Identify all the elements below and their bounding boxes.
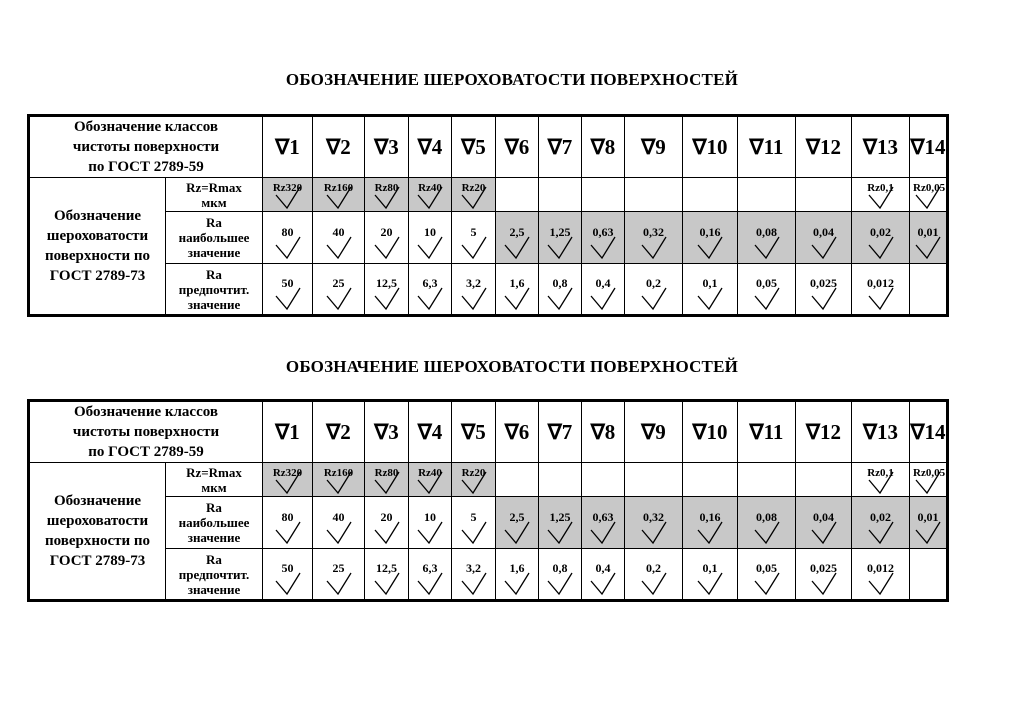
value-cell bbox=[409, 497, 452, 549]
value-cell bbox=[452, 463, 496, 497]
value-cell bbox=[796, 212, 852, 264]
value-cell bbox=[313, 178, 365, 212]
value-cell bbox=[452, 178, 496, 212]
roughness-value: 0,025 bbox=[810, 276, 837, 290]
roughness-value: 5 bbox=[470, 509, 477, 524]
value-cell bbox=[910, 212, 948, 264]
roughness-grid bbox=[27, 114, 949, 317]
roughness-mark-icon bbox=[545, 223, 575, 253]
value-cell bbox=[452, 212, 496, 264]
roughness-mark-icon bbox=[372, 559, 402, 589]
value-cell bbox=[409, 264, 452, 316]
roughness-value: 1,6 bbox=[509, 276, 525, 290]
row-label-line: Ra bbox=[206, 551, 222, 567]
roughness-value: 2,5 bbox=[509, 224, 525, 239]
value-cell bbox=[409, 549, 452, 601]
class-cell: ∇14 bbox=[910, 401, 948, 463]
roughness-value: 80 bbox=[281, 224, 294, 239]
value-cell bbox=[582, 497, 625, 549]
roughness-mark-icon bbox=[273, 508, 303, 538]
roughness-mark-icon bbox=[372, 508, 402, 538]
value-cell bbox=[796, 497, 852, 549]
value-cell bbox=[582, 463, 625, 497]
roughness-value: 25 bbox=[332, 276, 345, 290]
roughness-mark-icon bbox=[273, 559, 303, 589]
roughness-mark-icon bbox=[545, 274, 575, 304]
row-label-line: мкм bbox=[201, 194, 227, 210]
roughness-mark-icon bbox=[372, 466, 402, 496]
value-cell bbox=[496, 212, 539, 264]
roughness-mark-icon bbox=[866, 223, 896, 253]
value-cell bbox=[539, 264, 582, 316]
value-cell bbox=[625, 549, 683, 601]
row-label-line: предпочтит. bbox=[178, 566, 250, 582]
roughness-mark-icon bbox=[459, 181, 489, 211]
value-cell bbox=[738, 264, 796, 316]
roughness-value: Rz0,05 bbox=[913, 182, 946, 194]
roughness-mark-icon bbox=[415, 508, 445, 538]
class-cell: ∇6 bbox=[496, 116, 539, 178]
roughness-mark-icon bbox=[866, 466, 896, 496]
value-cell bbox=[365, 463, 409, 497]
roughness-value: 40 bbox=[332, 224, 345, 239]
group-label-line: шероховатости bbox=[46, 228, 149, 244]
class-cell: ∇11 bbox=[738, 116, 796, 178]
roughness-mark-icon bbox=[372, 181, 402, 211]
roughness-mark-icon bbox=[273, 181, 303, 211]
value-cell bbox=[852, 549, 910, 601]
row-label-line: Rz=Rmax bbox=[186, 179, 242, 195]
roughness-mark-icon bbox=[588, 223, 618, 253]
roughness-mark-icon bbox=[502, 508, 532, 538]
roughness-value: Rz160 bbox=[323, 182, 354, 194]
roughness-mark-icon bbox=[415, 559, 445, 589]
value-cell bbox=[796, 264, 852, 316]
group-label-line: ГОСТ 2789-73 bbox=[49, 553, 146, 569]
roughness-grid bbox=[27, 399, 949, 602]
value-cell bbox=[365, 264, 409, 316]
value-cell bbox=[313, 497, 365, 549]
value-cell bbox=[496, 463, 539, 497]
class-cell: ∇13 bbox=[852, 116, 910, 178]
classes-header-label bbox=[29, 401, 263, 463]
header-label-line: Обозначение классов bbox=[74, 119, 218, 135]
value-cell bbox=[910, 264, 948, 316]
roughness-table-1 bbox=[27, 114, 949, 317]
roughness-value: 40 bbox=[332, 509, 345, 524]
value-cell bbox=[582, 549, 625, 601]
roughness-value: 0,32 bbox=[643, 509, 664, 524]
value-cell bbox=[683, 178, 738, 212]
group-label-line: Обозначение bbox=[53, 208, 142, 224]
value-cell bbox=[313, 212, 365, 264]
roughness-mark-icon bbox=[459, 559, 489, 589]
class-cell: ∇4 bbox=[409, 116, 452, 178]
roughness-value: 1,25 bbox=[549, 224, 571, 239]
group-label-line: Обозначение bbox=[53, 493, 142, 509]
value-cell bbox=[409, 212, 452, 264]
value-cell bbox=[852, 212, 910, 264]
roughness-mark-icon bbox=[752, 559, 782, 589]
roughness-mark-icon bbox=[324, 274, 354, 304]
value-cell bbox=[539, 549, 582, 601]
value-cell bbox=[452, 549, 496, 601]
roughness-value: 25 bbox=[332, 561, 345, 575]
value-cell bbox=[910, 463, 948, 497]
class-cell: ∇12 bbox=[796, 401, 852, 463]
roughness-value: 0,63 bbox=[592, 224, 614, 239]
roughness-value: 6,3 bbox=[422, 561, 438, 575]
roughness-mark-icon bbox=[502, 274, 532, 304]
value-cell bbox=[409, 463, 452, 497]
roughness-mark-icon bbox=[752, 508, 782, 538]
roughness-value: 0,1 bbox=[702, 276, 718, 290]
value-cell bbox=[683, 463, 738, 497]
class-cell: ∇1 bbox=[263, 116, 313, 178]
value-cell bbox=[910, 549, 948, 601]
value-cell bbox=[683, 549, 738, 601]
gost-group-label bbox=[29, 463, 166, 601]
roughness-value: 0,8 bbox=[552, 276, 568, 290]
roughness-mark-icon bbox=[372, 223, 402, 253]
value-cell bbox=[365, 549, 409, 601]
row-label-line: Ra bbox=[206, 215, 222, 230]
roughness-mark-icon bbox=[324, 223, 354, 253]
row-label-line: значение bbox=[187, 296, 241, 312]
roughness-value: 12,5 bbox=[376, 276, 397, 290]
roughness-value: Rz320 bbox=[272, 182, 303, 194]
value-cell bbox=[625, 497, 683, 549]
roughness-value: 0,04 bbox=[813, 224, 834, 239]
value-cell bbox=[452, 264, 496, 316]
class-cell: ∇7 bbox=[539, 116, 582, 178]
value-cell bbox=[365, 178, 409, 212]
value-cell bbox=[409, 178, 452, 212]
value-cell bbox=[852, 463, 910, 497]
class-cell: ∇1 bbox=[263, 401, 313, 463]
roughness-mark-icon bbox=[639, 508, 669, 538]
roughness-mark-icon bbox=[913, 223, 943, 253]
value-cell bbox=[539, 463, 582, 497]
roughness-value: 20 bbox=[380, 509, 393, 524]
roughness-value: 0,8 bbox=[552, 561, 568, 575]
roughness-mark-icon bbox=[695, 559, 725, 589]
value-cell bbox=[263, 497, 313, 549]
roughness-value: 20 bbox=[380, 224, 393, 239]
roughness-mark-icon bbox=[324, 181, 354, 211]
class-cell: ∇4 bbox=[409, 401, 452, 463]
header-label-line: по ГОСТ 2789-59 bbox=[88, 159, 204, 175]
roughness-value: 50 bbox=[281, 276, 294, 290]
value-cell bbox=[313, 549, 365, 601]
roughness-value: 0,2 bbox=[646, 276, 661, 290]
value-cell bbox=[738, 549, 796, 601]
value-cell bbox=[738, 463, 796, 497]
roughness-mark-icon bbox=[415, 466, 445, 496]
roughness-value: 0,02 bbox=[870, 509, 891, 524]
roughness-mark-icon bbox=[502, 559, 532, 589]
roughness-value: 0,4 bbox=[595, 561, 611, 575]
roughness-mark-icon bbox=[695, 508, 725, 538]
roughness-value: 0,63 bbox=[592, 509, 614, 524]
row-label-line: Ra bbox=[206, 500, 222, 515]
value-cell bbox=[263, 549, 313, 601]
header-label-line: чистоты поверхности bbox=[72, 424, 220, 440]
roughness-value: 1,25 bbox=[549, 509, 571, 524]
roughness-mark-icon bbox=[695, 274, 725, 304]
row-label-ra_pref bbox=[166, 549, 263, 601]
roughness-mark-icon bbox=[502, 223, 532, 253]
roughness-mark-icon bbox=[459, 466, 489, 496]
roughness-mark-icon bbox=[639, 559, 669, 589]
value-cell bbox=[496, 264, 539, 316]
value-cell bbox=[852, 497, 910, 549]
roughness-mark-icon bbox=[372, 274, 402, 304]
roughness-value: Rz20 bbox=[461, 467, 486, 479]
value-cell bbox=[313, 463, 365, 497]
roughness-value: 12,5 bbox=[376, 561, 397, 575]
roughness-table-2 bbox=[27, 399, 949, 602]
roughness-mark-icon bbox=[695, 223, 725, 253]
roughness-value: 0,02 bbox=[870, 224, 891, 239]
row-label-rz bbox=[166, 178, 263, 212]
roughness-mark-icon bbox=[588, 508, 618, 538]
row-label-line: наибольшее bbox=[178, 230, 250, 245]
roughness-value: 0,16 bbox=[699, 509, 721, 524]
header-label-line: по ГОСТ 2789-59 bbox=[88, 444, 204, 460]
roughness-mark-icon bbox=[752, 274, 782, 304]
value-cell bbox=[683, 497, 738, 549]
roughness-mark-icon bbox=[639, 274, 669, 304]
class-cell: ∇6 bbox=[496, 401, 539, 463]
value-cell bbox=[313, 264, 365, 316]
value-cell bbox=[796, 178, 852, 212]
roughness-mark-icon bbox=[415, 223, 445, 253]
class-cell: ∇9 bbox=[625, 116, 683, 178]
class-cell: ∇5 bbox=[452, 116, 496, 178]
value-cell bbox=[852, 264, 910, 316]
roughness-value: 3,2 bbox=[466, 561, 481, 575]
roughness-mark-icon bbox=[415, 274, 445, 304]
classes-header-label bbox=[29, 116, 263, 178]
roughness-mark-icon bbox=[913, 466, 946, 496]
roughness-value: 3,2 bbox=[466, 276, 481, 290]
row-label-ra_pref bbox=[166, 264, 263, 316]
roughness-mark-icon bbox=[913, 181, 946, 211]
row-label-line: значение bbox=[187, 530, 241, 545]
roughness-mark-icon bbox=[639, 223, 669, 253]
roughness-mark-icon bbox=[324, 466, 354, 496]
row-label-line: предпочтит. bbox=[178, 281, 250, 297]
roughness-value: 10 bbox=[424, 509, 436, 524]
value-cell bbox=[910, 178, 948, 212]
row-label-line: Rz=Rmax bbox=[186, 464, 242, 480]
group-label-line: ГОСТ 2789-73 bbox=[49, 268, 146, 284]
class-cell: ∇13 bbox=[852, 401, 910, 463]
roughness-value: 0,2 bbox=[646, 561, 661, 575]
roughness-mark-icon bbox=[866, 508, 896, 538]
class-cell: ∇2 bbox=[313, 116, 365, 178]
roughness-mark-icon bbox=[545, 508, 575, 538]
roughness-mark-icon bbox=[459, 223, 489, 253]
value-cell bbox=[625, 264, 683, 316]
group-label-line: шероховатости bbox=[46, 513, 149, 529]
roughness-value: Rz0,05 bbox=[913, 467, 946, 479]
roughness-mark-icon bbox=[273, 274, 303, 304]
class-cell: ∇9 bbox=[625, 401, 683, 463]
roughness-value: 0,05 bbox=[756, 561, 777, 575]
row-label-line: мкм bbox=[201, 479, 227, 495]
class-cell: ∇10 bbox=[683, 401, 738, 463]
class-cell: ∇14 bbox=[910, 116, 948, 178]
value-cell bbox=[796, 549, 852, 601]
roughness-value: 0,012 bbox=[867, 276, 894, 290]
value-cell bbox=[496, 178, 539, 212]
roughness-value: 0,012 bbox=[867, 561, 894, 575]
class-cell: ∇11 bbox=[738, 401, 796, 463]
roughness-mark-icon bbox=[752, 223, 782, 253]
roughness-mark-icon bbox=[273, 466, 303, 496]
value-cell bbox=[539, 178, 582, 212]
value-cell bbox=[852, 178, 910, 212]
roughness-value: 0,01 bbox=[917, 224, 939, 239]
roughness-value: 50 bbox=[281, 561, 294, 575]
roughness-mark-icon bbox=[809, 274, 839, 304]
value-cell bbox=[582, 264, 625, 316]
roughness-mark-icon bbox=[913, 508, 943, 538]
class-cell: ∇2 bbox=[313, 401, 365, 463]
value-cell bbox=[539, 212, 582, 264]
group-label-line: поверхности по bbox=[44, 248, 151, 264]
value-cell bbox=[263, 212, 313, 264]
value-cell bbox=[365, 497, 409, 549]
roughness-value: Rz20 bbox=[461, 182, 486, 194]
roughness-mark-icon bbox=[588, 559, 618, 589]
roughness-value: 0,05 bbox=[756, 276, 777, 290]
value-cell bbox=[365, 212, 409, 264]
page-title-1: ОБОЗНАЧЕНИЕ ШЕРОХОВАТОСТИ ПОВЕРХНОСТЕЙ bbox=[285, 70, 739, 89]
roughness-value: 80 bbox=[281, 509, 294, 524]
roughness-value: Rz80 bbox=[374, 182, 399, 194]
group-label-line: поверхности по bbox=[44, 533, 151, 549]
class-cell: ∇12 bbox=[796, 116, 852, 178]
value-cell bbox=[738, 178, 796, 212]
class-cell: ∇8 bbox=[582, 116, 625, 178]
value-cell bbox=[625, 212, 683, 264]
class-cell: ∇3 bbox=[365, 401, 409, 463]
class-cell: ∇8 bbox=[582, 401, 625, 463]
value-cell bbox=[582, 212, 625, 264]
roughness-value: 10 bbox=[424, 224, 436, 239]
roughness-value: 1,6 bbox=[509, 561, 525, 575]
row-label-ra_max bbox=[166, 497, 263, 549]
value-cell bbox=[910, 497, 948, 549]
roughness-mark-icon bbox=[415, 181, 445, 211]
roughness-mark-icon bbox=[866, 559, 896, 589]
value-cell bbox=[796, 463, 852, 497]
roughness-mark-icon bbox=[809, 508, 839, 538]
roughness-mark-icon bbox=[809, 223, 839, 253]
row-label-line: наибольшее bbox=[178, 515, 250, 530]
value-cell bbox=[263, 178, 313, 212]
row-label-ra_max bbox=[166, 212, 263, 264]
page-title-2: ОБОЗНАЧЕНИЕ ШЕРОХОВАТОСТИ ПОВЕРХНОСТЕЙ bbox=[285, 357, 739, 376]
roughness-value: 0,32 bbox=[643, 224, 664, 239]
roughness-value: 2,5 bbox=[509, 509, 525, 524]
header-label-line: Обозначение классов bbox=[74, 404, 218, 420]
roughness-mark-icon bbox=[324, 508, 354, 538]
roughness-value: 0,16 bbox=[699, 224, 721, 239]
roughness-value: 0,04 bbox=[813, 509, 834, 524]
value-cell bbox=[263, 264, 313, 316]
roughness-mark-icon bbox=[273, 223, 303, 253]
roughness-value: 0,01 bbox=[917, 509, 939, 524]
roughness-mark-icon bbox=[459, 274, 489, 304]
roughness-value: 0,1 bbox=[702, 561, 718, 575]
class-cell: ∇5 bbox=[452, 401, 496, 463]
row-label-line: значение bbox=[187, 581, 241, 597]
class-cell: ∇10 bbox=[683, 116, 738, 178]
value-cell bbox=[496, 497, 539, 549]
row-label-line: значение bbox=[187, 245, 241, 260]
roughness-value: Rz160 bbox=[323, 467, 354, 479]
roughness-mark-icon bbox=[866, 181, 896, 211]
value-cell bbox=[539, 497, 582, 549]
roughness-value: Rz40 bbox=[418, 467, 442, 479]
roughness-value: 5 bbox=[470, 224, 477, 239]
roughness-value: 0,08 bbox=[756, 509, 777, 524]
value-cell bbox=[625, 178, 683, 212]
value-cell bbox=[496, 549, 539, 601]
row-label-rz bbox=[166, 463, 263, 497]
value-cell bbox=[738, 212, 796, 264]
roughness-value: 0,4 bbox=[595, 276, 611, 290]
roughness-value: 0,08 bbox=[756, 224, 777, 239]
roughness-mark-icon bbox=[324, 559, 354, 589]
roughness-value: Rz0,1 bbox=[867, 182, 894, 194]
value-cell bbox=[738, 497, 796, 549]
roughness-value: 6,3 bbox=[422, 276, 438, 290]
value-cell bbox=[263, 463, 313, 497]
roughness-mark-icon bbox=[545, 559, 575, 589]
roughness-value: Rz0,1 bbox=[867, 467, 894, 479]
value-cell bbox=[625, 463, 683, 497]
roughness-value: 0,025 bbox=[810, 561, 837, 575]
value-cell bbox=[683, 212, 738, 264]
class-cell: ∇7 bbox=[539, 401, 582, 463]
value-cell bbox=[452, 497, 496, 549]
roughness-mark-icon bbox=[459, 508, 489, 538]
roughness-value: Rz320 bbox=[272, 467, 303, 479]
gost-group-label bbox=[29, 178, 166, 316]
class-cell: ∇3 bbox=[365, 116, 409, 178]
roughness-value: Rz40 bbox=[418, 182, 442, 194]
value-cell bbox=[582, 178, 625, 212]
row-label-line: Ra bbox=[206, 266, 222, 282]
roughness-mark-icon bbox=[588, 274, 618, 304]
header-label-line: чистоты поверхности bbox=[72, 139, 220, 155]
roughness-mark-icon bbox=[866, 274, 896, 304]
roughness-value: Rz80 bbox=[374, 467, 399, 479]
value-cell bbox=[683, 264, 738, 316]
roughness-mark-icon bbox=[809, 559, 839, 589]
